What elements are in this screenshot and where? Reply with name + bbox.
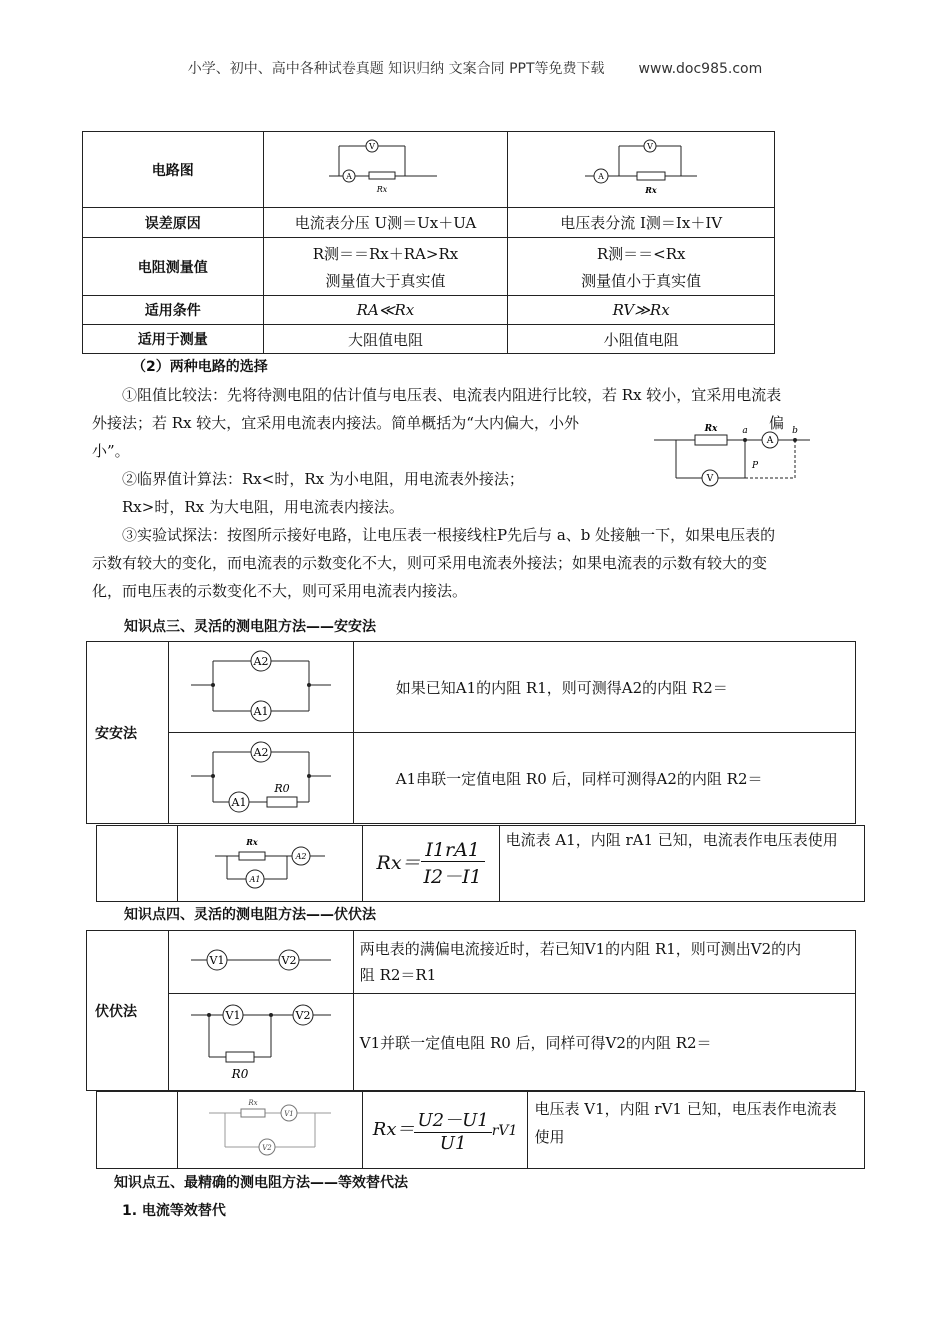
desc-cell: 如果已知A1的内阻 R1，则可测得A2的内阻 R2＝ <box>353 642 855 733</box>
kp3-title: 知识点三、灵活的测电阻方法——安安法 <box>124 619 376 635</box>
svg-text:b: b <box>792 426 798 436</box>
anan-table <box>86 641 856 824</box>
circuit-cell <box>168 733 353 824</box>
row-label: 适用于测量 <box>83 325 264 354</box>
header-text: 小学、初中、高中各种试卷真题 知识归纳 文案合同 PPT等免费下载 <box>187 61 605 77</box>
svg-text:R0: R0 <box>231 1067 249 1081</box>
formula-cell: Rx＝ $\frac{U2-U1}{U1}$ rV1 <box>362 1092 528 1169</box>
row-label: 电阻测量值 <box>83 238 264 296</box>
table-row <box>83 238 775 296</box>
page-header <box>0 58 950 78</box>
svg-text:Rx: Rx <box>704 424 718 434</box>
row-label: 电路图 <box>83 132 264 208</box>
row-label: 适用条件 <box>83 296 264 325</box>
desc-cell: A1串联一定值电阻 R0 后，同样可测得A2的内阻 R2＝ <box>353 733 855 824</box>
trial-circuit-diagram <box>650 418 820 490</box>
cell-inner: 电流表分压 U测＝Ux＋UA <box>263 208 508 238</box>
svg-text:A2: A2 <box>253 746 269 759</box>
method-label: 安安法 <box>87 642 169 824</box>
svg-text:P: P <box>752 461 759 471</box>
svg-text:Rx: Rx <box>246 836 258 847</box>
method-label: 伏伏法 <box>87 931 169 1091</box>
fufu-table-extra <box>96 1091 865 1169</box>
svg-text:V2: V2 <box>262 1144 272 1152</box>
desc-cell: 两电表的满偏电流接近时，若已知V1的内阻 R1，则可测出V2的内 阻 R2＝R1 <box>353 931 855 994</box>
svg-text:V: V <box>647 141 654 151</box>
inner-circuit-cell <box>263 132 508 208</box>
table-row <box>83 296 775 325</box>
svg-text:V1: V1 <box>284 1110 294 1118</box>
svg-text:V1: V1 <box>209 954 225 967</box>
table-row <box>83 132 775 208</box>
fufu-circuit-2 <box>191 995 331 1085</box>
svg-text:V: V <box>706 474 714 484</box>
row-label: 误差原因 <box>83 208 264 238</box>
outer-circuit-cell <box>508 132 775 208</box>
table-row <box>83 325 775 354</box>
cell-inner: RA≪Rx <box>263 296 508 325</box>
svg-text:A1: A1 <box>253 705 269 718</box>
svg-text:a: a <box>742 426 748 436</box>
cell-inner: 大阻值电阻 <box>263 325 508 354</box>
circuit-cell <box>177 1092 362 1169</box>
cell-outer: 小阻值电阻 <box>508 325 775 354</box>
kp5-title: 知识点五、最精确的测电阻方法——等效替代法 <box>114 1175 408 1191</box>
fufu-circuit-1 <box>191 935 331 985</box>
circuit-cell <box>177 826 362 902</box>
svg-text:A1: A1 <box>231 796 247 809</box>
anan-circuit-3 <box>215 831 325 893</box>
svg-text:A: A <box>766 436 774 446</box>
svg-text:A: A <box>598 171 605 181</box>
cell-outer: RV≫Rx <box>508 296 775 325</box>
rx-label: Rx <box>377 184 388 194</box>
ammeter-label: A <box>346 171 353 181</box>
svg-text:R0: R0 <box>274 782 290 795</box>
cell-outer: R测＝＝<Rx 测量值小于真实值 <box>508 238 775 296</box>
kp4-title: 知识点四、灵活的测电阻方法——伏伏法 <box>124 907 376 923</box>
fufu-circuit-3 <box>205 1095 335 1161</box>
svg-text:A1: A1 <box>249 874 261 884</box>
svg-text:V1: V1 <box>225 1009 241 1022</box>
anan-table-extra <box>96 825 865 902</box>
header-url[interactable]: www.doc985.com <box>638 61 763 77</box>
anan-circuit-2 <box>191 736 331 816</box>
svg-text:V2: V2 <box>281 954 297 967</box>
circuit-cell <box>168 931 353 994</box>
cell-inner: R测＝＝Rx＋RA>Rx 测量值大于真实值 <box>263 238 508 296</box>
circuit-cell <box>168 642 353 733</box>
svg-text:A2: A2 <box>253 655 269 668</box>
formula-cell: Rx＝ $\frac{I1rA1}{I2-I1}$ <box>362 826 499 902</box>
svg-text:Rx: Rx <box>645 184 657 195</box>
inner-circuit-diagram <box>325 138 445 198</box>
svg-text:V2: V2 <box>295 1009 311 1022</box>
svg-text:A2: A2 <box>295 851 307 861</box>
fufu-table <box>86 930 856 1091</box>
comparison-table <box>82 131 775 354</box>
outer-circuit-diagram <box>581 138 701 198</box>
voltmeter-label: V <box>369 141 376 151</box>
table-row <box>83 208 775 238</box>
desc-cell: 电压表 V1，内阻 rV1 已知，电压表作电流表 使用 <box>528 1092 865 1169</box>
desc-cell: V1并联一定值电阻 R0 后，同样可得V2的内阻 R2＝ <box>353 994 855 1091</box>
svg-text:Rx: Rx <box>248 1099 258 1107</box>
section-title: （2）两种电路的选择 <box>132 359 268 375</box>
paragraph: ①阻值比较法：先将待测电阻的估计值与电压表、电流表内阻进行比较，若 Rx 较小，宜采用电流表 外接法；若 Rx 较大，宜采用电流表内接法。简单概括为“大内偏大，小外 偏 小”。 ②临界值计算法：Rx<时，Rx 为小电阻，用电流表外接法； Rx>时，Rx 为大电阻，用电流表内接法。 ③实验试探法：按图所示接好电路，让电压表一根接线柱P先后与 a、b 处接触一下，如果电压表的 示数有较大的变化，而电流表的示数变化不大，则可采用电流表外接法；如果电流表的示数有较大的变 化，而电压表的示数变化不大，则可采用电流表内接法。 <box>92 386 784 600</box>
circuit-cell <box>168 994 353 1091</box>
desc-cell: 电流表 A1，内阻 rA1 已知，电流表作电压表使用 <box>499 826 864 902</box>
anan-circuit-1 <box>191 645 331 725</box>
kp5-subtitle: 1. 电流等效替代 <box>122 1203 226 1219</box>
cell-outer: 电压表分流 I测＝Ix＋IV <box>508 208 775 238</box>
